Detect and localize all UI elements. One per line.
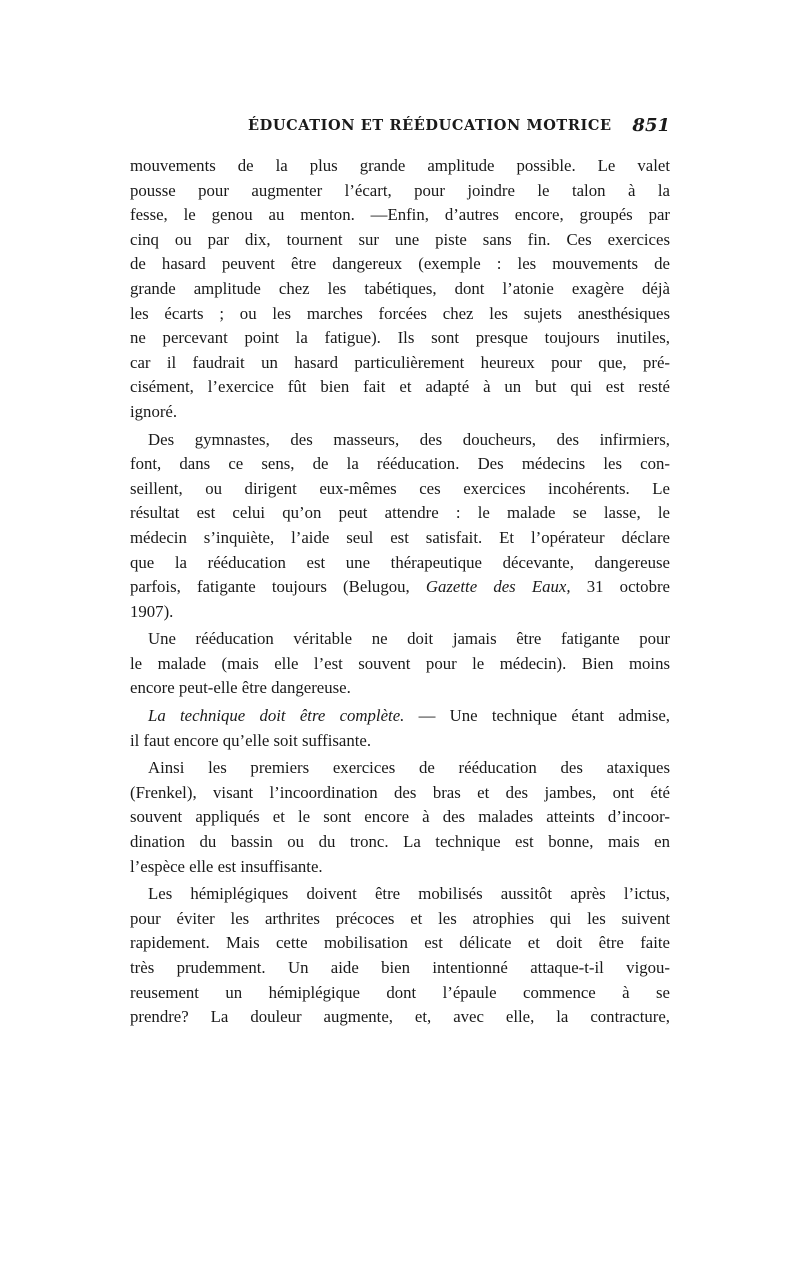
text-run: font, dans ce sens, de la rééducation. Des médecins les con- (130, 454, 670, 474)
text-run: cinq ou par dix, tournent sur une piste sans fin. Ces exercices (130, 229, 670, 249)
text-line (130, 375, 670, 400)
text-line (130, 252, 670, 277)
text-run: résultat est celui qu’on peut attendre : le malade se lasse, le (130, 503, 670, 523)
text-run: il faut encore qu’elle soit suffisante. (130, 730, 372, 750)
text-line (130, 1005, 670, 1030)
text-line (130, 154, 670, 179)
page-number: 851 (632, 115, 670, 136)
text-run: car il faudrait un hasard particulièrement heureux pour que, pré- (130, 352, 670, 372)
italic-run: Gazette des Eaux, (425, 577, 571, 597)
text-line (130, 907, 670, 932)
text-run: médecin s’inquiète, l’aide seul est satisfait. Et l’opérateur déclare (130, 527, 670, 547)
text-run: 1907). (130, 601, 174, 621)
text-run: prendre? La douleur augmente, et, avec elle, la contracture, (130, 1007, 670, 1027)
text-run: 31 octobre (570, 577, 670, 597)
text-line (130, 830, 670, 855)
text-run: Des gymnastes, des masseurs, des doucheurs, des infirmiers, (148, 429, 670, 449)
text-line (130, 729, 670, 754)
text-line (130, 652, 670, 677)
text-run: encore peut-elle être dangereuse. (130, 678, 351, 698)
text-line (130, 428, 670, 453)
text-run: Ainsi les premiers exercices de rééducation des ataxiques (148, 758, 670, 778)
text-line (130, 855, 670, 880)
text-line (130, 676, 670, 701)
text-line (130, 351, 670, 376)
text-line (130, 575, 670, 600)
text-line (130, 981, 670, 1006)
text-run: fesse, le genou au menton. —Enfin, d’autres encore, groupés par (130, 205, 670, 225)
text-run: rapidement. Mais cette mobilisation est délicate et doit être faite (130, 933, 670, 953)
text-line (130, 704, 670, 729)
body-text (130, 154, 670, 1030)
text-line (130, 600, 670, 625)
text-run: reusement un hémiplégique dont l’épaule commence à se (130, 982, 670, 1002)
text-run: souvent appliqués et le sont encore à des malades atteints d’incoor- (130, 807, 670, 827)
text-line (130, 526, 670, 551)
text-line (130, 756, 670, 781)
text-run: ne percevant point la fatigue). Ils sont presque toujours inutiles, (130, 328, 670, 348)
text-run: l’espèce elle est insuffisante. (130, 856, 323, 876)
text-run: mouvements de la plus grande amplitude possible. Le valet (130, 156, 670, 175)
text-line (130, 203, 670, 228)
text-run: de hasard peuvent être dangereux (exemple : les mouvements de (130, 254, 670, 274)
running-head (130, 117, 670, 141)
text-run: pousse pour augmenter l’écart, pour joindre le talon à la (130, 180, 670, 200)
text-line (130, 228, 670, 253)
text-line (130, 400, 670, 425)
text-run: Les hémiplégiques doivent être mobilisés aussitôt après l’ictus, (148, 884, 670, 904)
text-line (130, 302, 670, 327)
text-line (130, 477, 670, 502)
text-run: cisément, l’exercice fût bien fait et adapté à un but qui est resté (130, 377, 670, 397)
text-line (130, 781, 670, 806)
running-title: ÉDUCATION ET RÉÉDUCATION MOTRICE (248, 117, 612, 134)
text-line (130, 452, 670, 477)
text-line (130, 805, 670, 830)
text-line (130, 931, 670, 956)
text-line (130, 277, 670, 302)
text-run: — Une technique étant admise, (404, 706, 670, 726)
text-run: les écarts ; ou les marches forcées chez les sujets anesthésiques (130, 303, 670, 323)
text-run: Une rééducation véritable ne doit jamais être fatigante pour (148, 629, 670, 649)
italic-run: La technique doit être complète. (148, 706, 405, 726)
text-run: (Frenkel), visant l’incoordination des bras et des jambes, ont été (130, 782, 670, 802)
text-line (130, 551, 670, 576)
text-run: ignoré. (130, 401, 178, 421)
text-line (130, 627, 670, 652)
text-run: que la rééducation est une thérapeutique décevante, dangereuse (130, 552, 670, 572)
text-run: le malade (mais elle l’est souvent pour le médecin). Bien moins (130, 653, 670, 673)
text-run: pour éviter les arthrites précoces et les atrophies qui les suivent (130, 908, 670, 928)
text-run: grande amplitude chez les tabétiques, dont l’atonie exagère déjà (130, 278, 670, 298)
text-line (130, 179, 670, 204)
text-run: parfois, fatigante toujours (Belugou, (130, 577, 426, 597)
text-line (130, 956, 670, 981)
text-run: dination du bassin ou du tronc. La technique est bonne, mais en (130, 832, 670, 852)
text-run: très prudemment. Un aide bien intentionné attaque-t-il vigou- (130, 958, 670, 977)
text-line (130, 501, 670, 526)
text-line (130, 882, 670, 907)
text-run: seillent, ou dirigent eux-mêmes ces exercices incohérents. Le (130, 478, 670, 498)
text-line (130, 326, 670, 351)
